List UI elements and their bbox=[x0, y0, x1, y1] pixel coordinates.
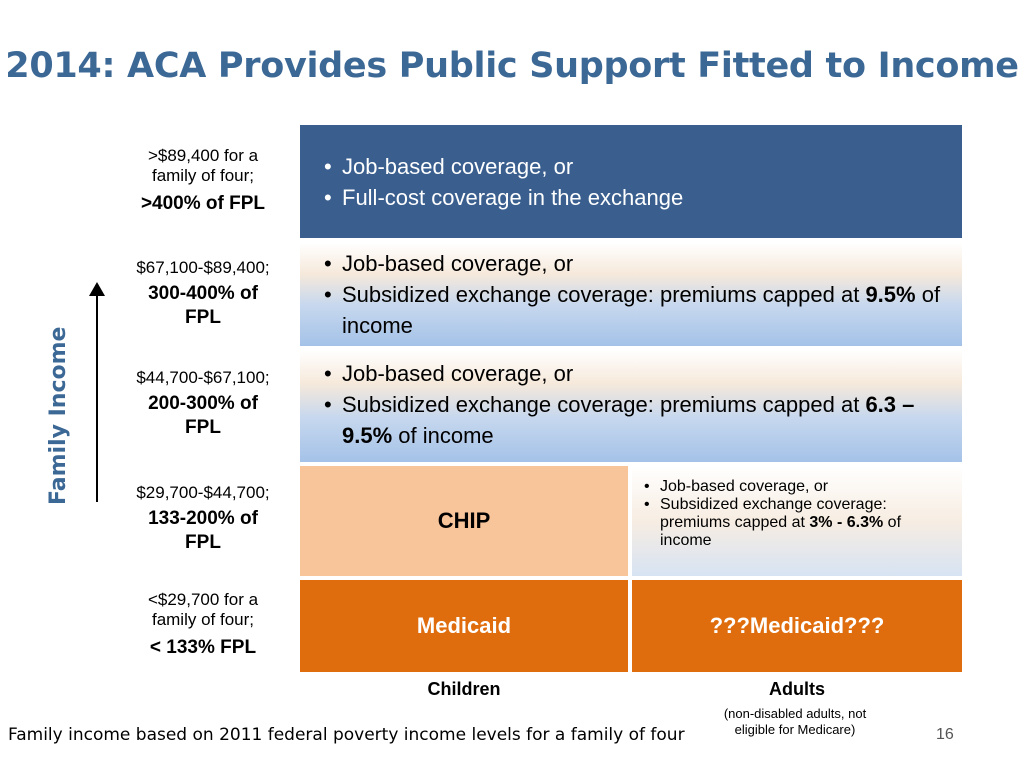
column-label-children: Children bbox=[427, 679, 501, 699]
chip-cell bbox=[300, 466, 628, 576]
medicaid-children-label: Medicaid bbox=[416, 613, 512, 638]
tier-fpl: 300-400% of FPL bbox=[148, 283, 258, 328]
footnote: Family income based on 2011 federal poverty income levels for a family of four bbox=[8, 725, 685, 745]
coverage-band-200-300 bbox=[300, 350, 962, 462]
medicaid-children-cell bbox=[300, 580, 628, 672]
axis-label: Family Income bbox=[46, 326, 71, 505]
tier-fpl: >400% of FPL bbox=[140, 193, 266, 214]
premium-cap: 3% - 6.3% bbox=[809, 514, 884, 531]
tier-range: $29,700-$44,700; bbox=[136, 483, 270, 502]
bullet-subsidized bbox=[318, 279, 954, 341]
bullet-full-cost: • Full-cost coverage in the exchange bbox=[318, 182, 954, 213]
tier-range: $67,100-$89,400; bbox=[136, 258, 270, 277]
adult-coverage-133-200 bbox=[632, 466, 962, 576]
tier-label-200-300 bbox=[108, 368, 298, 440]
page-number: 16 bbox=[936, 726, 954, 743]
tier-fpl: < 133% FPL bbox=[149, 637, 257, 658]
coverage-band-300-400 bbox=[300, 243, 962, 346]
premium-cap: 6.3 – 9.5% bbox=[342, 392, 915, 448]
tier-label-400-plus bbox=[108, 146, 298, 216]
tier-label-300-400 bbox=[108, 258, 298, 330]
bullet-subsidized bbox=[638, 496, 956, 550]
bullet-job-based: • Job-based coverage, or bbox=[318, 248, 954, 279]
tier-fpl: 200-300% of FPL bbox=[148, 393, 258, 438]
tier-fpl: 133-200% of FPL bbox=[148, 508, 258, 553]
coverage-band-400-plus bbox=[300, 125, 962, 238]
tier-label-under-133 bbox=[108, 590, 298, 660]
income-suffix: of income bbox=[660, 514, 902, 549]
arrow-up-icon bbox=[89, 282, 105, 296]
premium-cap: 9.5% bbox=[865, 282, 916, 307]
slide-title: 2014: ACA Provides Public Support Fitted to Income bbox=[5, 46, 1019, 86]
subsidized-text: Subsidized exchange coverage: premiums capped at bbox=[342, 392, 860, 417]
income-suffix: of income bbox=[392, 423, 494, 448]
column-label-adults: Adults bbox=[769, 679, 825, 699]
tier-range: <$29,700 for a family of four; bbox=[147, 590, 259, 629]
bullet-job-based: • Job-based coverage, or bbox=[318, 151, 954, 182]
income-suffix: of income bbox=[342, 282, 941, 338]
axis-arrow-line bbox=[96, 292, 98, 502]
subsidized-text: Subsidized exchange coverage: premiums capped at bbox=[660, 496, 887, 531]
bullet-job-based: • Job-based coverage, or bbox=[318, 358, 954, 389]
medicaid-adults-cell bbox=[632, 580, 962, 672]
bullet-subsidized bbox=[318, 389, 954, 451]
medicaid-adults-label: ???Medicaid??? bbox=[709, 613, 885, 638]
tier-range: >$89,400 for a family of four; bbox=[147, 146, 259, 185]
tier-range: $44,700-$67,100; bbox=[136, 368, 270, 387]
chip-label: CHIP bbox=[437, 508, 491, 533]
adults-note: (non-disabled adults, not eligible for Medicare) bbox=[723, 706, 867, 737]
bullet-job-based: • Job-based coverage, or bbox=[638, 478, 956, 496]
subsidized-text: Subsidized exchange coverage: premiums capped at bbox=[342, 282, 860, 307]
tier-label-133-200 bbox=[108, 483, 298, 555]
